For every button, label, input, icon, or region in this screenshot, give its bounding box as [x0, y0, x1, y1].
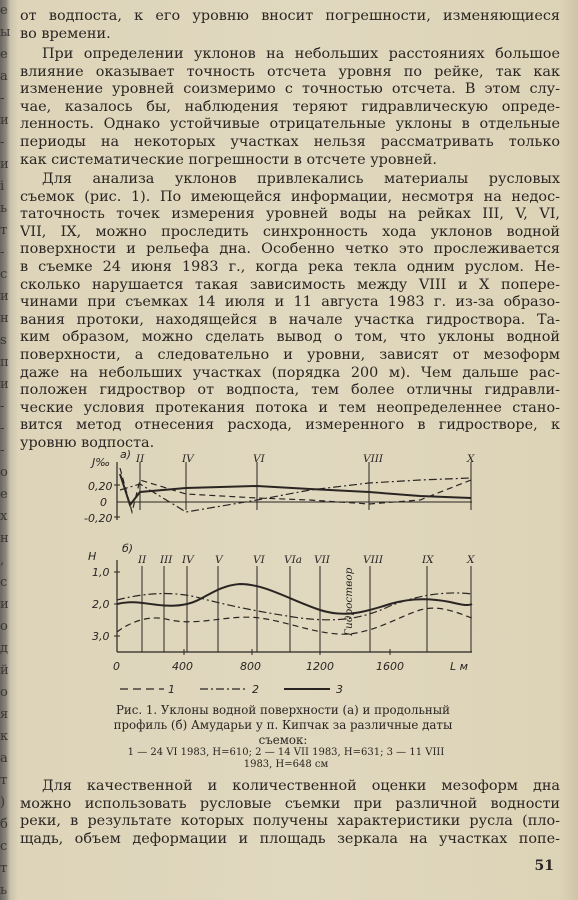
legend-note-line: 1983, H=648 см: [243, 759, 329, 770]
bottom-ylabel: H: [88, 550, 97, 563]
text-line: ческие условия протекания потока и тем неопределеннее стано-: [20, 399, 560, 416]
section-label: II: [136, 453, 145, 465]
legend-label: 1: [168, 683, 175, 696]
text-line: чае, казалось бы, наблюдения теряют гидравлическую опреде-: [20, 98, 560, 115]
bottom-panel-label: б): [122, 542, 134, 555]
section-label: IV: [182, 453, 194, 465]
text-line: во времени.: [20, 25, 111, 42]
caption-line: профиль (б) Амударьи у п. Кипчак за различные даты: [113, 718, 453, 732]
bottom-ytick: 1,0: [92, 566, 110, 579]
text-line: сколько нарушается такая зависимость между VIII и X попере-: [20, 276, 560, 293]
profile-series-3: [117, 584, 472, 614]
section-label: VI: [253, 554, 265, 566]
text-line: периоды на некоторых участках нельзя рассматривать только: [20, 133, 560, 150]
text-line: как систематические погрешности в отсчете уровней.: [20, 151, 437, 168]
text-line: VII, IX, можно проследить синхронность хода уклонов водной: [20, 223, 560, 240]
text-line: уровню водпоста.: [20, 434, 155, 451]
bottom-xtick: 1200: [306, 660, 334, 673]
figure-legend: [120, 683, 343, 696]
top-panel-label: а): [120, 448, 132, 461]
legend-note-line: 1 — 24 VI 1983, H=610; 2 — 14 VII 1983, H=631; 3 — 11 VIII: [127, 747, 445, 758]
section-label: V: [215, 554, 223, 566]
bottom-xtick: 800: [240, 660, 261, 673]
text-line: ленность. Однако устойчивые отрицательные уклоны в отдельные: [20, 116, 560, 133]
text-line: реки, в результате которых получены характеристики русла (пло-: [20, 813, 560, 830]
bottom-ytick: 3,0: [92, 630, 110, 643]
text-line: можно использовать русловые съемки при различной водности: [20, 795, 560, 812]
section-label: VIa: [284, 554, 302, 566]
section-label: II: [138, 554, 147, 566]
bottom-ytick: 2,0: [92, 598, 110, 611]
section-label: VII: [314, 554, 330, 566]
text-line: Для анализа уклонов привлекались материалы русловых: [42, 171, 560, 187]
top-ytick: -0,20: [84, 512, 113, 525]
text-line: съемок (рис. 1). По имеющейся информации, несмотря на недос-: [20, 188, 560, 205]
top-ylabel: J‰: [92, 456, 111, 469]
legend-label: 2: [252, 683, 259, 696]
section-label: X: [467, 453, 475, 465]
page-number: 51: [534, 858, 554, 874]
figure-legend-note: [86, 747, 486, 771]
text-line: вания протоки, находящейся в начале участка гидроствора. Та-: [20, 311, 560, 328]
profile-chart: [88, 542, 475, 673]
text-line: ким образом, можно сделать вывод о том, что уклоны водной: [20, 329, 560, 346]
bottom-xtick: 0: [113, 660, 120, 673]
section-label: VI: [253, 453, 265, 465]
top-ytick: 0,20: [88, 480, 113, 493]
section-label: X: [467, 554, 475, 566]
text-line: щадь, объем деформации и площадь зеркала на участках попе-: [20, 830, 560, 847]
bottom-xtick: 1600: [376, 660, 404, 673]
bottom-xtick: 400: [172, 660, 193, 673]
legend-label: 3: [336, 683, 343, 696]
text-line: таточность точек измерения уровней воды на рейках III, V, VI,: [20, 206, 560, 223]
caption-line: Рис. 1. Уклоны водной поверхности (а) и продольный: [115, 703, 450, 717]
section-label: III: [160, 554, 173, 566]
text-line: поверхности и рельефа дна. Особенно четко это прослеживается: [20, 241, 560, 258]
text-line: Для качественной и количественной оценки мезоформ дна: [42, 778, 560, 794]
profile-series-1: [117, 608, 472, 634]
section-label: IX: [422, 554, 434, 566]
text-line: изменение уровней соизмеримо с точностью отсчета. В этом слу-: [20, 81, 560, 98]
caption-line: съемок:: [258, 733, 308, 747]
section-label: VIII: [363, 554, 384, 566]
slope-chart: [84, 448, 475, 525]
previous-page-margin: е ы е а - и - и i ь т - с и н s п и - - - о е х н , с и о д й о я к а т ) б с т ь: [0, 3, 11, 898]
text-line: чинами при съемках 14 июля и 11 августа 1983 г. из-за образо-: [20, 294, 560, 311]
text-line: При определении уклонов на небольших расстояниях большое: [42, 46, 560, 62]
paragraph-4: [20, 778, 560, 848]
text-line: даже на небольших участках (порядка 200 м). Чем дальше рас-: [20, 364, 560, 381]
section-label: VIII: [363, 453, 384, 465]
text-line: в съемке 24 июня 1983 г., когда река текла одним руслом. Не-: [20, 258, 560, 275]
top-series-1: [120, 468, 471, 512]
text-line: от водпоста, к его уровню вносит погрешности, изменяющиеся: [20, 8, 560, 24]
figure-caption: [84, 703, 482, 748]
text-line: вится метод отнесения расхода, измеренного в гидростворе, к: [20, 417, 560, 434]
text-line: влияние оказывает точность отсчета уровня по рейке, так как: [20, 63, 560, 80]
text-line: положен гидроствор от водпоста, тем более отличны гидравли-: [20, 382, 560, 399]
section-label: IV: [182, 554, 194, 566]
text-line: поверхности, а следовательно и уровни, зависят от мезоформ: [20, 346, 560, 363]
bottom-xlabel: L м: [450, 660, 468, 673]
gidrostvor-label: Гидроствор: [343, 567, 355, 636]
top-ytick: 0: [100, 496, 107, 509]
